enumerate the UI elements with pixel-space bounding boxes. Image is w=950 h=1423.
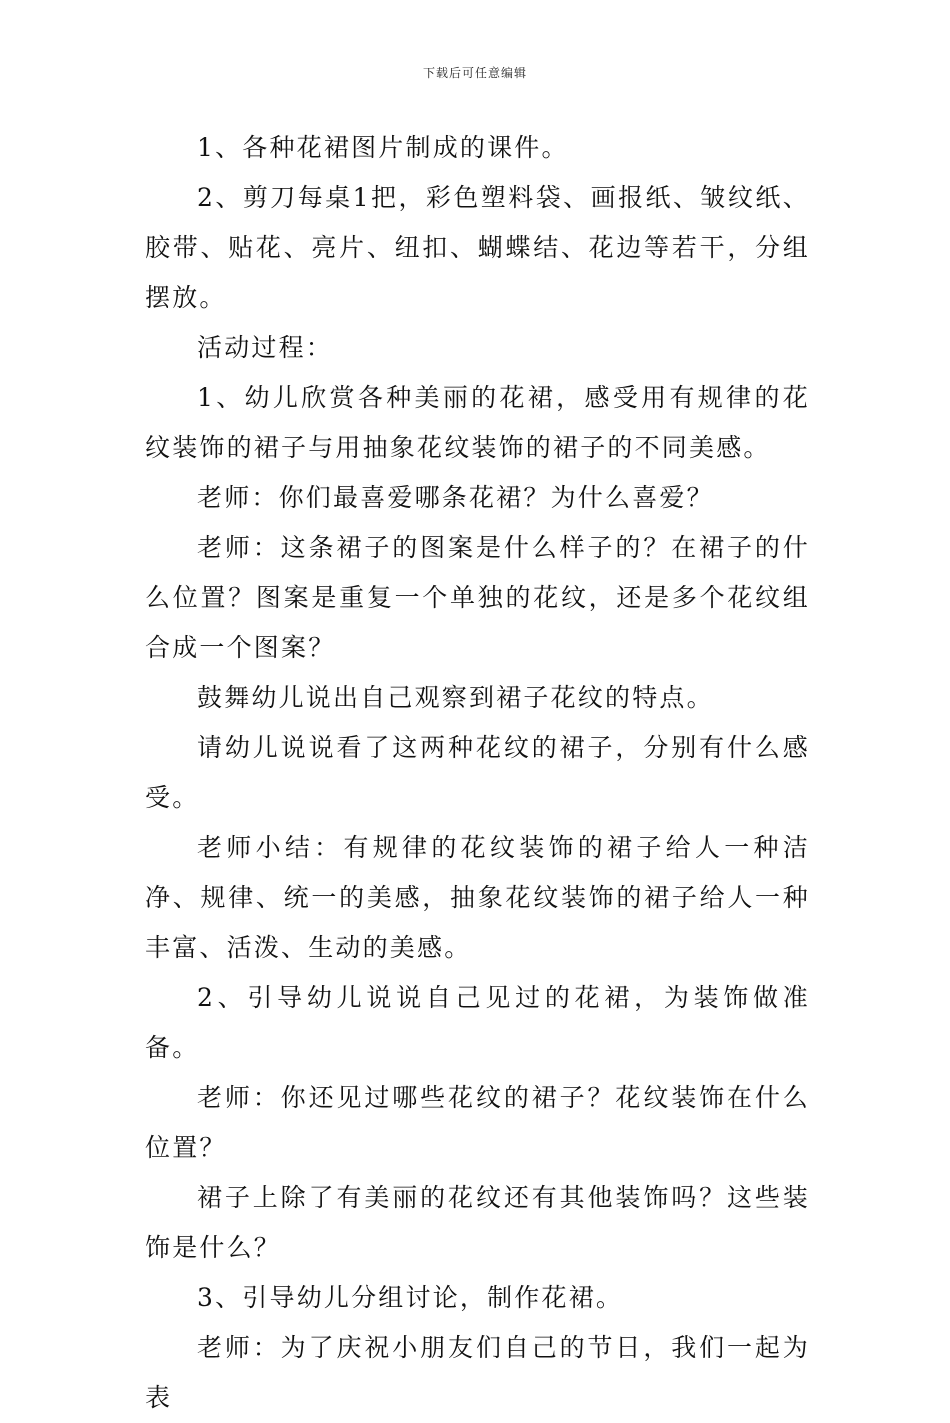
page-header: 下载后可任意编辑 [422,66,527,80]
paragraph-materials-1: 1、各种花裙图片制成的课件。 [197,133,569,162]
paragraph-feelings: 请幼儿说说看了这两种花纹的裙子，分别有什么感受。 [145,733,810,812]
paragraph-step-1: 1、幼儿欣赏各种美丽的花裙，感受用有规律的花纹装饰的裙子与用抽象花纹装饰的裙子的不同美感。 [145,383,810,462]
paragraph-teacher-celebrate: 老师：为了庆祝小朋友们自己的节日，我们一起为表 [145,1333,810,1412]
paragraph-teacher-question-2: 老师：这条裙子的图案是什么样子的？在裙子的什么位置？图案是重复一个单独的花纹，还是多个花纹组合成一个图案？ [145,533,810,662]
paragraph-activity-heading: 活动过程： [197,333,334,362]
paragraph-materials-2: 2、剪刀每桌1把，彩色塑料袋、画报纸、皱纹纸、胶带、贴花、亮片、纽扣、蝴蝶结、花边等若干，分组摆放。 [145,183,810,312]
paragraph-teacher-summary: 老师小结：有规律的花纹装饰的裙子给人一种洁净、规律、统一的美感，抽象花纹装饰的裙子给人一种丰富、活泼、生动的美感。 [145,833,810,962]
paragraph-teacher-question-3: 老师：你还见过哪些花纹的裙子？花纹装饰在什么位置？ [145,1083,810,1162]
document-body [145,123,810,1423]
paragraph-step-2: 2、引导幼儿说说自己见过的花裙，为装饰做准备。 [145,983,810,1062]
paragraph-step-3: 3、引导幼儿分组讨论，制作花裙。 [197,1283,624,1312]
paragraph-teacher-question-1: 老师：你们最喜爱哪条花裙？为什么喜爱？ [197,483,714,512]
paragraph-encourage: 鼓舞幼儿说出自己观察到裙子花纹的特点。 [197,683,714,712]
paragraph-other-decorations: 裙子上除了有美丽的花纹还有其他装饰吗？这些装饰是什么？ [145,1183,810,1262]
